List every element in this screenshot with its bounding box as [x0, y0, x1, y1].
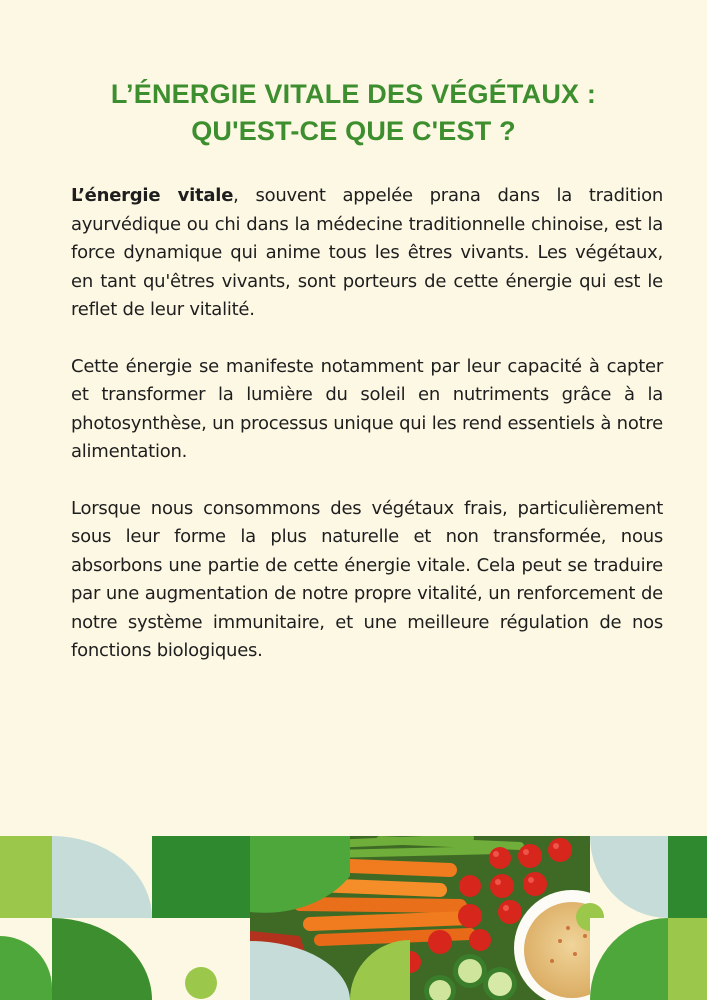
quarter-circle-blue-right: [590, 836, 668, 918]
decorative-shapes: [0, 836, 707, 1000]
paragraph-1-text: , souvent appelée prana dans la tradition ayurvédique ou chi dans la médecine traditionnelle chinoise, est la force dynamique qui anime tous les êtres vivants. Les végétaux, en tant qu'êtres vivants, sont porteurs de cette énergie qui est le reflet de leur vitalité.: [71, 185, 663, 320]
title-line-2: QU'EST-CE QUE C'EST ?: [191, 116, 516, 147]
paragraph-3: Lorsque nous consommons des végétaux frais, particulièrement sous leur forme la plus naturelle et non transformée, nous absorbons une partie de cette énergie vitale. Cela peut se traduire par une augmentation de notre propre vitalité, un renforcement de notre système immunitaire, et une meilleure régulation de nos fonctions biologiques.: [71, 497, 663, 661]
paragraph-1-bold: L’énergie vitale: [71, 185, 234, 206]
page-title: [40, 76, 667, 150]
article-body: [71, 182, 663, 694]
title-line-1: L’ÉNERGIE VITALE DES VÉGÉTAUX :: [110, 79, 597, 110]
dot-green: [185, 967, 217, 999]
quarter-circle-blue: [52, 836, 152, 918]
decorative-footer-band: [0, 836, 707, 1000]
tile-dark-green: [152, 836, 250, 918]
tile-light-green-right: [668, 918, 707, 1000]
tile-dark-green-right: [668, 836, 707, 918]
paragraph-2: Cette énergie se manifeste notamment par leur capacité à capter et transformer la lumière du soleil en nutriments grâce à la photosynthèse, un processus unique qui les rend essentiels à notre alimentation.: [71, 355, 663, 462]
paragraph-1: [71, 182, 663, 325]
